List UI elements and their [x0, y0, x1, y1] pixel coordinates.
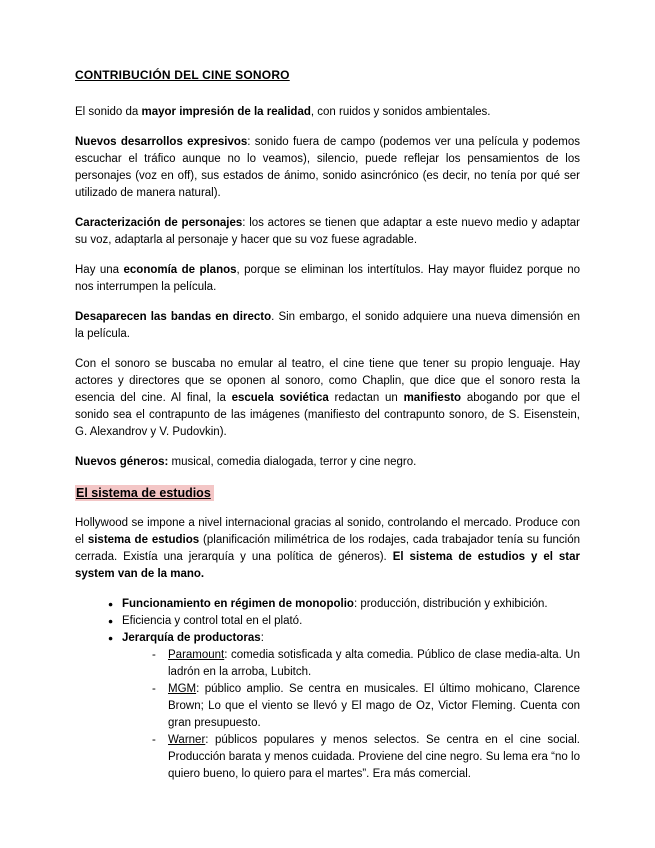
text-run: : los actores se tienen que adaptar a este nuevo medio y adaptar su voz, adaptarla al personaje y hacer que su voz fuese agradable. [75, 217, 580, 246]
producer-text [168, 732, 580, 783]
text-run: : [260, 632, 264, 644]
bullet-text [122, 613, 580, 630]
text-run: : producción, distribución y exhibición. [353, 598, 548, 610]
section-heading [75, 484, 580, 502]
text-run: Hollywood se impone a nivel internacional gracias al sonido, controlando el mercado. Produce con el [75, 517, 580, 546]
text-run: mayor impresión de la realidad [141, 106, 311, 118]
producer-item-paramount [75, 647, 580, 681]
paragraph-nuevos-desarrollos [75, 134, 580, 202]
paragraph-caracterizacion [75, 215, 580, 249]
paragraph-nuevos-generos [75, 454, 580, 471]
paragraph-contrapunto-sonoro [75, 356, 580, 441]
dash-marker: - [152, 649, 156, 661]
producer-text [168, 681, 580, 732]
text-run: , porque se eliminan los intertítulos. Hay mayor fluidez porque no nos interrumpen la película. [75, 264, 580, 293]
text-run: Jerarquía de productoras [122, 632, 261, 644]
text-run: MGM [168, 683, 197, 695]
text-run: economía de planos [123, 264, 237, 276]
paragraph-bandas-directo [75, 309, 580, 343]
text-run: Funcionamiento en régimen de monopolio [122, 598, 354, 610]
text-run: , con ruidos y sonidos ambientales. [310, 106, 491, 118]
bullet-marker: ● [108, 599, 114, 609]
producer-item-mgm [75, 681, 580, 732]
text-run: : público amplio. Se centra en musicales. El último mohicano, Clarence Brown; Lo que el viento se llevó y El mago de Oz, Victor Fleming. Cuenta con gran presupuesto. [168, 683, 580, 729]
text-run: Desaparecen las bandas en directo [75, 311, 272, 323]
text-run: . Sin embargo, el sonido adquiere una nueva dimensión en la película. [75, 311, 581, 340]
paragraph-sonido-realidad [75, 104, 580, 121]
bullet-marker: ● [108, 616, 114, 626]
text-run: manifiesto [403, 392, 462, 404]
producer-text [168, 647, 580, 681]
document-title: CONTRIBUCIÓN DEL CINE SONORO [75, 68, 290, 82]
text-run: sistema de estudios [87, 534, 200, 546]
text-run: Nuevos géneros: [75, 456, 169, 468]
producer-item-warner [75, 732, 580, 783]
bullet-item-jerarquia [75, 630, 580, 647]
text-run: (planificación milimétrica de los rodajes, cada trabajador tenía su función cerrada. Existía una jerarquía y una política de géneros). [75, 534, 580, 563]
bullet-list [75, 596, 580, 783]
paragraph-hollywood-intro [75, 515, 580, 583]
text-run: Con el sonoro se buscaba no emular al teatro, el cine tiene que tener su propio lenguaje. Hay actores y directores que se oponen al sonoro, como Chaplin, que dice que el sonoro resta la esencia del cine. Al final, la [75, 358, 580, 404]
document-content [75, 67, 580, 783]
bullet-item-eficiencia [75, 613, 580, 630]
paragraph-economia-planos [75, 262, 580, 296]
text-run: Hay una [75, 264, 124, 276]
text-run: : comedia sotisficada y alta comedia. Público de clase media-alta. Un ladrón en la arroba, Lubitch. [168, 649, 580, 678]
bullet-text [122, 596, 580, 613]
text-run: : públicos populares y menos selectos. Se centra en el cine social. Producción barata y menos cuidada. Proviene del cine negro. Su lema era “no lo quiero bueno, lo quiero para el martes”. Era más comercial. [168, 734, 580, 780]
text-run: El sistema de estudios y el star system van de la mano. [75, 551, 580, 580]
producer-list [75, 647, 580, 783]
text-run: abogando por que el sonido sea el contrapunto de las imágenes (manifiesto del contrapunto sonoro, de S. Eisenstein, G. Alexandrov y V. Pudovkin). [75, 392, 580, 438]
dash-marker: - [152, 734, 156, 746]
dash-marker: - [152, 683, 156, 695]
highlighted-heading-text: El sistema de estudios [75, 485, 214, 501]
text-run: Nuevos desarrollos expresivos [75, 136, 248, 148]
bullet-marker: ● [108, 633, 114, 643]
bullet-text [122, 630, 580, 647]
text-run: musical, comedia dialogada, terror y cine negro. [168, 456, 417, 468]
text-run: redactan un [328, 392, 404, 404]
text-run: Eficiencia y control total en el plató. [122, 615, 303, 627]
bullet-item-monopolio [75, 596, 580, 613]
text-run: Paramount [168, 649, 225, 661]
text-run: Warner [168, 734, 206, 746]
text-run: El sonido da [75, 106, 142, 118]
text-run: : sonido fuera de campo (podemos ver una película y podemos escuchar el tráfico aunque no lo veamos), silencio, puede reflejar los pensamientos de los personajes (voz en off), sus estados de ánimo, sonido asincrónico (es decir, no tenía por qué ser utilizado de manera natural). [75, 136, 580, 199]
text-run: escuela soviética [231, 392, 329, 404]
text-run: Caracterización de personajes [75, 217, 243, 229]
